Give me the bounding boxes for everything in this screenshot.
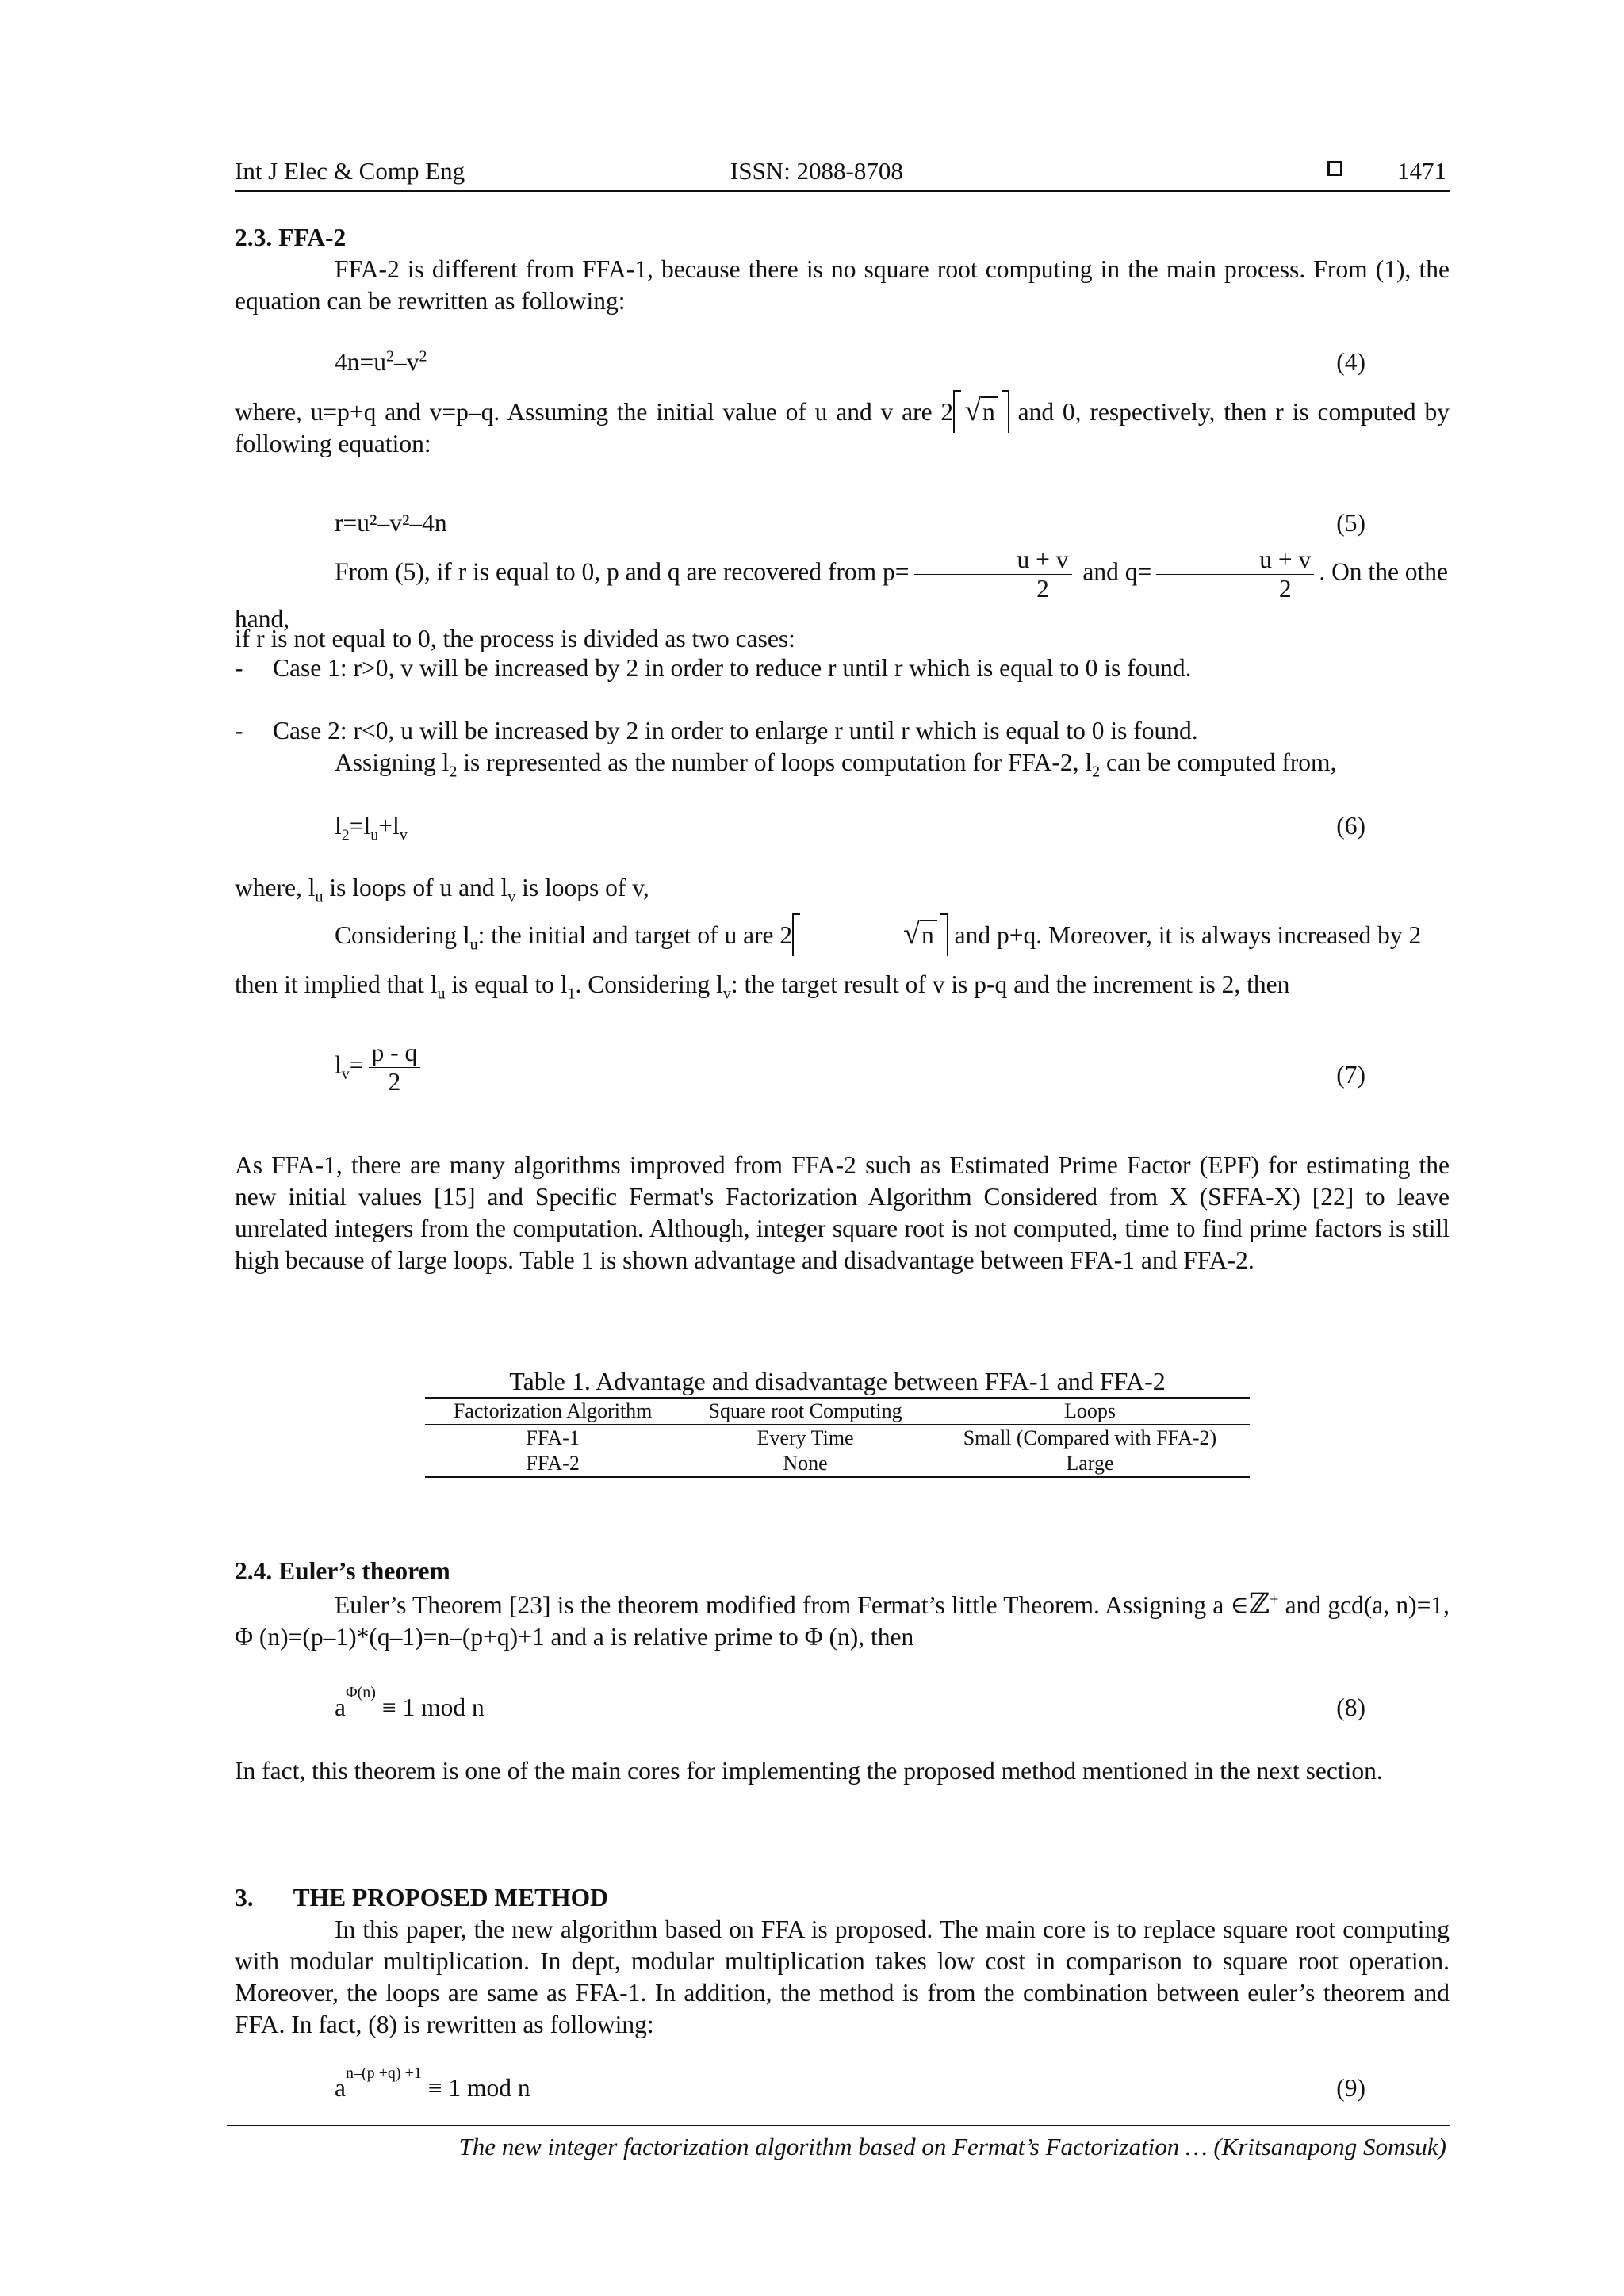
equation-body: $4n=u^2-v^2$: [335, 347, 427, 376]
footer-rule: [227, 2125, 1450, 2126]
table-cell: Every Time: [756, 1426, 854, 1449]
paragraph: As FFA-1, there are many algorithms improved from FFA-2 such as Estimated Prime Factor (EPF) for estimating the new initial values [15] and Specific Fermat's Factorization Algorithm Considered from X (SFFA-X) [22] to leave unrelated integers from the computation. Although, integer square root is not computed, time to find prime factors is still high because of large loops. Table 1 is shown advantage and disadvantage between FFA-1 and FFA-2.: [235, 1151, 1450, 1274]
table-row: [425, 1451, 1250, 1477]
issn: ISSN: 2088-8708: [730, 157, 903, 185]
equation-number: (7): [1336, 1061, 1365, 1089]
paragraph: where, u=p+q and v=p–q. Assuming the initial value of u and v are 2 √n and 0, respectively, then r is computed by following equation:: [235, 394, 1450, 457]
table-cell: FFA-1: [526, 1426, 580, 1449]
table-caption: Table 1. Advantage and disadvantage between FFA-1 and FFA-2: [509, 1367, 1166, 1395]
equation-6: $l_2=l_u+l_v$: [335, 812, 408, 844]
paragraph: Assigning $l_2$ is represented as the number of loops computation for FFA-2, $l_2$ can be computed from,: [335, 748, 1337, 781]
equation-9: $a^{n-(p +q) +1} \equiv 1$ mod n: [335, 2064, 530, 2102]
equation-number: (6): [1336, 812, 1365, 840]
equation-number: (4): [1336, 348, 1365, 376]
paragraph: then it implied that $l_u$ is equal to $l_1$. Considering $l_v$: the target result of v is p-q and the increment is 2, then: [235, 970, 1290, 1003]
journal-name: Int J Elec & Comp Eng: [235, 157, 465, 185]
equation-number: (9): [1336, 2074, 1365, 2102]
equation-4: [335, 346, 1365, 378]
paragraph: From (5), if r is equal to 0, p and q are recovered from p= $\frac{u + v}{2}$ and q= $\frac{u + v}{2}$ . On the othe hand,: [235, 545, 1449, 633]
section-heading-2-3: 2.3. FFA-2: [235, 224, 347, 251]
data-table: [425, 1397, 1250, 1478]
section-heading-3: 3. THE PROPOSED METHOD: [235, 1884, 608, 1911]
table-cell: Large: [1066, 1452, 1114, 1475]
table-cell: Small (Compared with FFA-2): [963, 1426, 1217, 1449]
equation-8: $a^{\Phi(n)} \equiv 1$ mod n: [335, 1683, 485, 1721]
paragraph: Considering $l_u$: the initial and target of u are 2 √n and p+q. Moreover, it is always increased by 2: [335, 917, 1422, 954]
table-header-row: [425, 1398, 1250, 1425]
ceiling-sqrt-n: √n: [792, 918, 948, 951]
ceiling-sqrt-n: √n: [953, 395, 1009, 428]
table-cell: FFA-2: [526, 1452, 580, 1475]
paragraph: In fact, this theorem is one of the main cores for implementing the proposed method mentioned in the next section.: [235, 1757, 1383, 1785]
list-item: - Case 2: r<0, u will be increased by 2 in order to enlarge r until r which is equal to 0 is found.: [235, 717, 1198, 744]
equation-7: $l_v=$ $\frac{p - q}{2}$: [335, 1039, 1365, 1096]
column-header: Loops: [1063, 1399, 1116, 1422]
paper-page: [235, 0, 1450, 2296]
fraction-u-plus-v: $\frac{u + v}{2}$: [1156, 545, 1314, 603]
column-header: Factorization Algorithm: [453, 1399, 653, 1422]
equation-number: (8): [1336, 1693, 1365, 1721]
square-bullet-icon: [1327, 161, 1342, 176]
paragraph: FFA-2 is different from FFA-1, because there is no square root computing in the main process. From (1), the equation can be rewritten as following:: [235, 255, 1450, 315]
equation-5: r=u²–v²–4n: [335, 509, 447, 537]
table-1: [425, 1365, 1250, 1478]
equation-number: (5): [1336, 509, 1365, 537]
paragraph: In this paper, the new algorithm based on FFA is proposed. The main core is to replace square root computing with modular multiplication. In dept, modular multiplication takes low cost in comparison to square root operation. Moreover, the loops are same as FFA-1. In addition, the method is from the combination between euler’s theorem and FFA. In fact, (8) is rewritten as following:: [235, 1915, 1450, 2038]
running-footer: The new integer factorization algorithm based on Fermat’s Factorization … (Kritsanapong Somsuk): [458, 2133, 1446, 2160]
page-number: 1471: [1397, 157, 1446, 185]
paragraph: if r is not equal to 0, the process is divided as two cases:: [235, 625, 795, 652]
list-item: - Case 1: r>0, v will be increased by 2 in order to reduce r until r which is equal to 0 is found.: [235, 654, 1192, 682]
running-header: [235, 155, 1450, 192]
section-heading-2-4: 2.4. Euler’s theorem: [235, 1557, 450, 1585]
table-cell: None: [783, 1452, 828, 1475]
paragraph: Euler’s Theorem [23] is the theorem modified from Fermat’s little Theorem. Assigning a ∈ℤ+ and gcd(a, n)=1, Φ (n)=(p–1)*(q–1)=n–(p+q)+1 and a is relative prime to Φ (n), then: [235, 1588, 1450, 1651]
table-row: [425, 1425, 1250, 1451]
fraction-p-minus-q: $\frac{p - q}{2}$: [369, 1039, 421, 1096]
column-header: Square root Computing: [708, 1399, 902, 1422]
fraction-u-plus-v: $\frac{u + v}{2}$: [914, 545, 1072, 603]
paragraph: where, $l_u$ is loops of u and $l_v$ is loops of v,: [235, 874, 649, 906]
